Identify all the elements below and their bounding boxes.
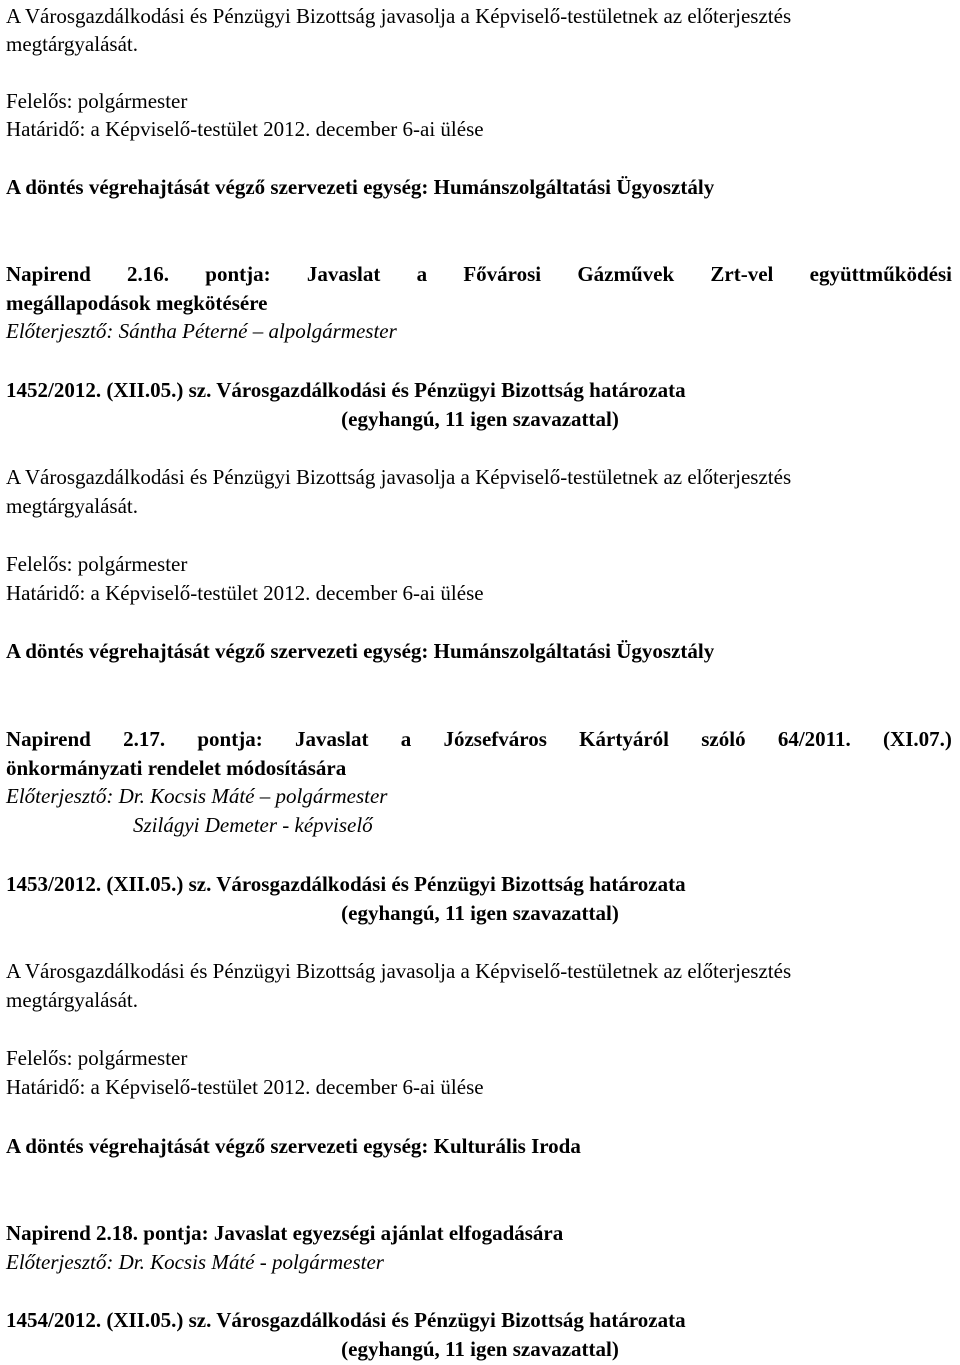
deadline-line: Határidő: a Képviselő-testület 2012. december 6-ai ülése: [6, 1075, 484, 1099]
recommendation-text: megtárgyalását.: [6, 494, 138, 518]
resolution-title: 1452/2012. (XII.05.) sz. Városgazdálkodási és Pénzügyi Bizottság határozata: [6, 378, 686, 402]
agenda-item-title: Napirend 2.16. pontja: Javaslat a Fővárosi Gázművek Zrt-vel együttműködési: [6, 262, 952, 286]
agenda-item-title: Napirend 2.17. pontja: Javaslat a Józsefváros Kártyáról szóló 64/2011. (XI.07.): [6, 727, 952, 751]
executing-unit-line: A döntés végrehajtását végző szervezeti egység: Humánszolgáltatási Ügyosztály: [6, 175, 715, 199]
presenter-line: Szilágyi Demeter - képviselő: [133, 813, 373, 837]
recommendation-text: megtárgyalását.: [6, 32, 138, 56]
responsible-line: Felelős: polgármester: [6, 89, 188, 113]
responsible-line: Felelős: polgármester: [6, 1046, 188, 1070]
recommendation-text: A Városgazdálkodási és Pénzügyi Bizottság javasolja a Képviselő-testületnek az előterjesztés: [6, 959, 792, 983]
executing-unit-line: A döntés végrehajtását végző szervezeti egység: Kulturális Iroda: [6, 1134, 581, 1158]
vote-line: (egyhangú, 11 igen szavazattal): [341, 1337, 619, 1361]
recommendation-text: A Városgazdálkodási és Pénzügyi Bizottság javasolja a Képviselő-testületnek az előterjesztés: [6, 465, 792, 489]
agenda-item-title: megállapodások megkötésére: [6, 291, 268, 315]
presenter-line: Előterjesztő: Sántha Péterné – alpolgármester: [6, 319, 397, 343]
recommendation-text: megtárgyalását.: [6, 988, 138, 1012]
vote-line: (egyhangú, 11 igen szavazattal): [341, 407, 619, 431]
deadline-line: Határidő: a Képviselő-testület 2012. december 6-ai ülése: [6, 117, 484, 141]
resolution-title: 1454/2012. (XII.05.) sz. Városgazdálkodási és Pénzügyi Bizottság határozata: [6, 1308, 686, 1332]
resolution-title: 1453/2012. (XII.05.) sz. Városgazdálkodási és Pénzügyi Bizottság határozata: [6, 872, 686, 896]
responsible-line: Felelős: polgármester: [6, 552, 188, 576]
agenda-item-title: önkormányzati rendelet módosítására: [6, 756, 347, 780]
presenter-line: Előterjesztő: Dr. Kocsis Máté - polgármester: [6, 1250, 384, 1274]
vote-line: (egyhangú, 11 igen szavazattal): [341, 901, 619, 925]
presenter-line: Előterjesztő: Dr. Kocsis Máté – polgármester: [6, 784, 388, 808]
deadline-line: Határidő: a Képviselő-testület 2012. december 6-ai ülése: [6, 581, 484, 605]
recommendation-text: A Városgazdálkodási és Pénzügyi Bizottság javasolja a Képviselő-testületnek az előterjesztés: [6, 4, 792, 28]
agenda-item-title: Napirend 2.18. pontja: Javaslat egyezségi ajánlat elfogadására: [6, 1221, 564, 1245]
executing-unit-line: A döntés végrehajtását végző szervezeti egység: Humánszolgáltatási Ügyosztály: [6, 639, 715, 663]
